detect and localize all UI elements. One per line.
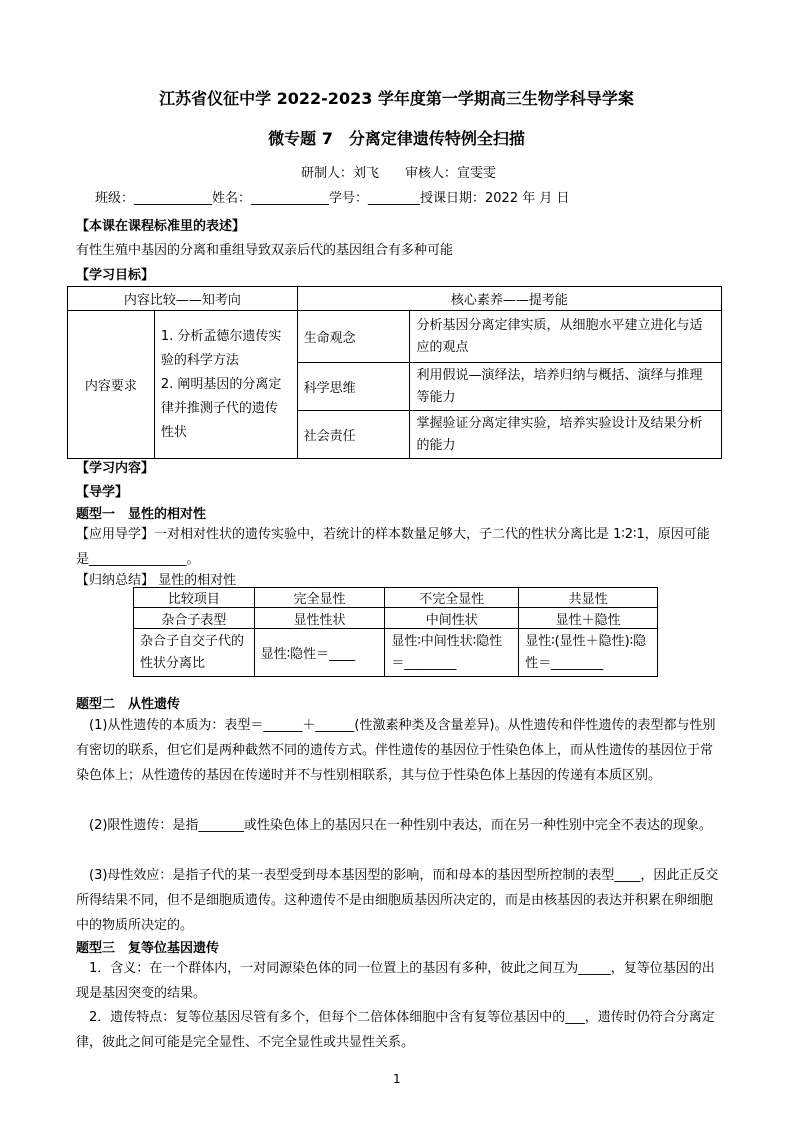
type1-apply: 【应用导学】一对相对性状的遗传实验中，若统计的样本数量足够大，子二代的性状分离比是 1∶2∶1，原因可能是_______________。 bbox=[76, 527, 710, 567]
dominance-table bbox=[133, 587, 658, 677]
guide-heading: 【导学】 bbox=[76, 485, 129, 500]
type2-paragraph-3: (3)母性效应：是指子代的某一表型受到母本基因型的影响，而和母本的基因型所控制的表型____，因此正反交所得结果不同，但不是细胞质遗传。这种遗传不是由细胞质基因所决定的，而是由核基因的表达并积累在卵细胞中的物质所决定的。 bbox=[76, 868, 719, 933]
literacy-name: 科学思维 bbox=[297, 363, 410, 411]
goals-row-label: 内容要求 bbox=[68, 311, 155, 459]
literacy-desc: 分析基因分离定律实质，从细胞水平建立进化与适应的观点 bbox=[410, 311, 722, 363]
type3-title: 题型三 复等位基因遗传 bbox=[76, 941, 220, 956]
dominance-cell: 杂合子表型 bbox=[134, 608, 255, 629]
requirement-1: 1. 分析孟德尔遗传实验的科学方法 bbox=[160, 328, 282, 368]
dominance-header: 比较项目 bbox=[134, 588, 255, 608]
dominance-cell: 显性∶(显性＋隐性)∶隐性＝________ bbox=[519, 629, 658, 677]
type2-title: 题型二 从性遗传 bbox=[76, 697, 181, 712]
dominance-cell: 显性∶中间性状∶隐性＝________ bbox=[385, 629, 519, 677]
student-info-line: 班级：____________姓名：____________学号：________授课日期：2022 年 月 日 bbox=[95, 191, 570, 206]
goals-table bbox=[67, 286, 722, 459]
goals-heading: 【学习目标】 bbox=[76, 268, 155, 283]
dominance-header: 完全显性 bbox=[254, 588, 385, 608]
literacy-desc: 利用假说—演绎法，培养归纳与概括、演绎与推理等能力 bbox=[410, 363, 722, 411]
literacy-name: 生命观念 bbox=[297, 311, 410, 363]
document-subtitle: 微专题 7 分离定律遗传特例全扫描 bbox=[268, 129, 525, 148]
curriculum-heading: 【本课在课程标准里的表述】 bbox=[76, 219, 246, 234]
type2-paragraph-2: (2)限性遗传：是指_______或性染色体上的基因只在一种性别中表达，而在另一种性别中完全不表达的现象。 bbox=[89, 818, 712, 833]
type1-summary: 【归纳总结】 显性的相对性 bbox=[76, 573, 237, 588]
dominance-cell: 显性性状 bbox=[254, 608, 385, 629]
curriculum-text: 有性生殖中基因的分离和重组导致双亲后代的基因组合有多种可能 bbox=[76, 243, 454, 258]
requirement-2: 2. 阐明基因的分离定律并推测子代的遗传性状 bbox=[160, 376, 282, 440]
goals-requirements bbox=[154, 311, 297, 459]
document-title: 江苏省仪征中学 2022-2023 学年度第一学期高三生物学科导学案 bbox=[159, 89, 634, 108]
goals-header-content: 内容比较——知考向 bbox=[68, 287, 298, 311]
type3-paragraph-1: 1．含义：在一个群体内，一对同源染色体的同一位置上的基因有多种，彼此之间互为_____，复等位基因的出现是基因突变的结果。 bbox=[76, 961, 715, 1001]
literacy-name: 社会责任 bbox=[297, 411, 410, 459]
type1-title: 题型一 显性的相对性 bbox=[76, 507, 207, 522]
dominance-header: 共显性 bbox=[519, 588, 658, 608]
dominance-header: 不完全显性 bbox=[385, 588, 519, 608]
dominance-cell: 中间性状 bbox=[385, 608, 519, 629]
dominance-cell: 杂合子自交子代的性状分离比 bbox=[134, 629, 255, 677]
goals-header-literacy: 核心素养——提考能 bbox=[297, 287, 721, 311]
literacy-desc: 掌握验证分离定律实验，培养实验设计及结果分析的能力 bbox=[410, 411, 722, 459]
type2-paragraph-1: (1)从性遗传的本质为：表型＝______＋______(性激素种类及含量差异)。从性遗传和伴性遗传的表型都与性别有密切的联系，但它们是两种截然不同的遗传方式。伴性遗传的基因位于性染色体上，而从性遗传的基因位于常染色体上；从性遗传的基因在传递时并不与性别相联系，其与位于性染色体上基因的传递有本质区别。 bbox=[76, 718, 716, 783]
content-heading: 【学习内容】 bbox=[76, 461, 155, 476]
dominance-cell: 显性∶隐性＝____ bbox=[254, 629, 385, 677]
page-number: 1 bbox=[393, 1072, 401, 1086]
type3-paragraph-2: 2．遗传特点：复等位基因尽管有多个，但每个二倍体体细胞中含有复等位基因中的___，遗传时仍符合分离定律，彼此之间可能是完全显性、不完全显性或共显性关系。 bbox=[76, 1010, 715, 1050]
dominance-cell: 显性＋隐性 bbox=[519, 608, 658, 629]
authors-line: 研制人：刘飞 审核人：宣雯雯 bbox=[301, 166, 497, 181]
